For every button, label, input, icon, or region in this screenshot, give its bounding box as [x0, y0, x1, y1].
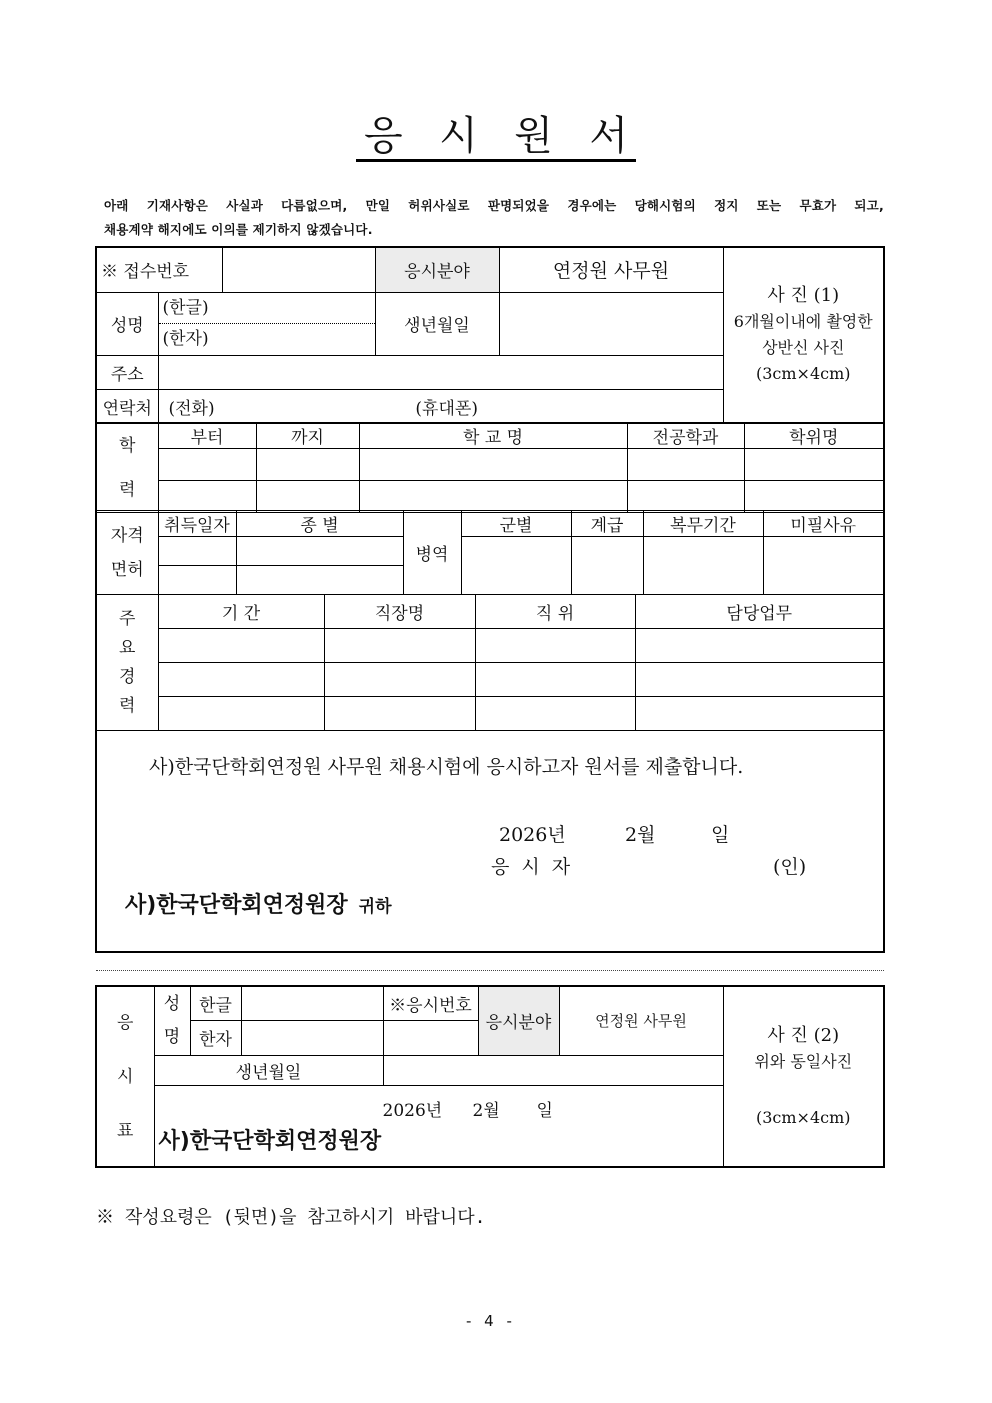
ticket-name-char: 명 — [163, 1026, 181, 1047]
military-rank-cell[interactable] — [571, 537, 643, 595]
notice-word: 다름없으며, — [281, 198, 348, 213]
notice-word: 무효가 — [799, 198, 837, 213]
career-header-period: 기 간 — [158, 595, 324, 629]
career-duties-cell[interactable] — [635, 629, 883, 663]
admission-ticket — [95, 985, 885, 1168]
ticket-side-char: 응 — [117, 1012, 134, 1033]
pledge-line-1 — [104, 194, 884, 218]
career-company-cell[interactable] — [324, 697, 475, 731]
ticket-korean-label: 한글 — [190, 987, 241, 1020]
career-label-char: 력 — [119, 695, 136, 716]
title-char: 시 — [439, 113, 478, 159]
photo-box-1[interactable] — [723, 248, 883, 423]
military-header-period: 복무기간 — [643, 511, 763, 537]
license-date-cell[interactable] — [158, 537, 236, 566]
personal-info-table — [97, 248, 883, 424]
contact-label: 연락처 — [97, 389, 158, 423]
notice-word: 경우에는 — [567, 198, 617, 213]
education-header-from: 부터 — [158, 423, 256, 449]
education-table — [97, 422, 883, 513]
pledge-line-2: 채용계약 해지에도 이의를 제기하지 않겠습니다. — [104, 222, 373, 237]
ticket-exam-number-field[interactable] — [383, 1020, 478, 1055]
notice-word: 되고, — [854, 198, 884, 213]
education-major-cell[interactable] — [627, 449, 744, 481]
title-char: 응 — [364, 113, 403, 159]
education-degree-cell[interactable] — [744, 449, 883, 481]
license-header-type: 종 별 — [236, 511, 403, 537]
career-position-cell[interactable] — [475, 629, 635, 663]
cut-line-divider — [96, 970, 884, 971]
admission-ticket-table — [97, 987, 883, 1166]
name-korean-field[interactable] — [159, 293, 375, 324]
applicant-label: 응 시 자 — [491, 856, 571, 878]
education-label-char: 력 — [119, 479, 136, 500]
declaration-text: 사)한국단학회연정원 사무원 채용시험에 응시하고자 원서를 제출합니다. — [149, 756, 744, 778]
military-exemption-cell[interactable] — [763, 537, 883, 595]
ticket-hanja-label: 한자 — [190, 1020, 241, 1055]
photo-2-instruction: 위와 동일사진 — [754, 1051, 853, 1071]
career-period-cell[interactable] — [158, 629, 324, 663]
military-label: 병역 — [403, 511, 461, 595]
ticket-field-label: 응시분야 — [478, 987, 559, 1055]
addressee-name: 사)한국단학회연정원장 — [125, 893, 348, 918]
education-label — [97, 423, 158, 513]
military-branch-cell[interactable] — [461, 537, 571, 595]
education-header-school: 학 교 명 — [359, 423, 627, 449]
ticket-field-value: 연정원 사무원 — [559, 987, 723, 1055]
ticket-side-char: 시 — [117, 1066, 134, 1087]
license-label-char: 자격 — [110, 525, 144, 546]
education-degree-cell[interactable] — [744, 481, 883, 513]
birth-label: 생년월일 — [375, 292, 499, 355]
career-period-cell[interactable] — [158, 663, 324, 697]
career-row — [97, 629, 883, 663]
license-type-cell[interactable] — [236, 566, 403, 595]
education-header-major: 전공학과 — [627, 423, 744, 449]
career-header-company: 직장명 — [324, 595, 475, 629]
notice-word: 또는 — [756, 198, 782, 213]
notice-word: 판명되었을 — [487, 198, 550, 213]
ticket-exam-number-label: ※응시번호 — [383, 987, 478, 1020]
career-duties-cell[interactable] — [635, 697, 883, 731]
ticket-birth-label: 생년월일 — [154, 1055, 383, 1085]
ticket-name-label — [154, 987, 190, 1055]
page-number: - 4 - — [466, 1312, 516, 1330]
career-position-cell[interactable] — [475, 663, 635, 697]
contact-field[interactable] — [158, 389, 723, 423]
license-date-cell[interactable] — [158, 566, 236, 595]
document-title — [356, 110, 636, 162]
education-to-cell[interactable] — [256, 449, 359, 481]
ticket-side-label — [97, 987, 154, 1166]
military-header-rank: 계급 — [571, 511, 643, 537]
education-header-degree: 학위명 — [744, 423, 883, 449]
ticket-hanja-name-field[interactable] — [241, 1020, 383, 1055]
ticket-date-year: 2026년 — [382, 1100, 443, 1121]
license-type-cell[interactable] — [236, 537, 403, 566]
career-header-duties: 담당업무 — [635, 595, 883, 629]
military-header-branch: 군별 — [461, 511, 571, 537]
birth-field[interactable] — [499, 292, 723, 355]
application-form — [95, 246, 885, 953]
education-from-cell[interactable] — [158, 481, 256, 513]
ticket-issue-cell — [154, 1085, 723, 1166]
title-char: 원 — [514, 113, 553, 159]
education-to-cell[interactable] — [256, 481, 359, 513]
notice-word: 허위사실로 — [408, 198, 470, 213]
education-label-char: 학 — [119, 435, 136, 456]
title-char: 서 — [589, 113, 628, 159]
career-company-cell[interactable] — [324, 629, 475, 663]
career-label-char: 요 — [119, 637, 136, 658]
ticket-date-day: 일 — [536, 1100, 553, 1121]
license-label-char: 면허 — [110, 559, 144, 580]
career-period-cell[interactable] — [158, 697, 324, 731]
education-from-cell[interactable] — [158, 449, 256, 481]
name-hanja-field[interactable] — [159, 324, 375, 355]
career-table — [97, 594, 883, 731]
notice-word: 만일 — [365, 198, 391, 213]
notice-word: 당해시험의 — [634, 198, 696, 213]
photo-2-size: (3cm×4cm) — [755, 1107, 851, 1127]
license-header-date: 취득일자 — [158, 511, 236, 537]
notice-word: 기재사항은 — [146, 198, 209, 213]
notice-word: 사실과 — [226, 198, 264, 213]
notice-word: 정지 — [714, 198, 739, 213]
seal-label[interactable]: (인) — [773, 856, 807, 878]
photo-instruction-2: 상반신 사진 — [762, 338, 845, 358]
education-major-cell[interactable] — [627, 481, 744, 513]
career-row — [97, 697, 883, 731]
career-duties-cell[interactable] — [635, 663, 883, 697]
receipt-number-label: ※ 접수번호 — [97, 248, 222, 292]
career-company-cell[interactable] — [324, 663, 475, 697]
pledge-notice — [104, 194, 884, 242]
name-fields — [158, 292, 375, 355]
phone-label: (전화) — [168, 398, 215, 419]
photo-box-2[interactable] — [723, 987, 883, 1166]
education-school-cell[interactable] — [359, 481, 627, 513]
application-date-year: 2026년 — [499, 824, 566, 846]
field-value: 연정원 사무원 — [499, 248, 723, 292]
application-date-day: 일 — [711, 824, 730, 846]
ticket-side-char: 표 — [117, 1120, 134, 1141]
application-date-month: 2월 — [625, 824, 656, 846]
notice-word: 아래 — [104, 198, 129, 213]
photo-size: (3cm×4cm) — [755, 364, 851, 384]
addressee-suffix: 귀하 — [358, 897, 392, 917]
education-school-cell[interactable] — [359, 449, 627, 481]
field-label: 응시분야 — [375, 248, 499, 292]
footer-note: ※ 작성요령은 (뒷면)을 참고하시기 바랍니다. — [96, 1207, 486, 1228]
career-label-char: 경 — [119, 666, 136, 687]
receipt-number-field[interactable] — [222, 248, 375, 292]
name-label: 성명 — [97, 292, 158, 355]
address-label: 주소 — [97, 355, 158, 389]
photo-instruction-1: 6개월이내에 촬영한 — [733, 312, 873, 332]
ticket-issuer: 사)한국단학회연정원장 — [158, 1128, 382, 1154]
address-field[interactable] — [158, 355, 723, 389]
ticket-korean-name-field[interactable] — [241, 987, 383, 1020]
photo-2-title: 사 진 (2) — [767, 1024, 840, 1046]
career-label — [97, 595, 158, 731]
mobile-label: (휴대폰) — [415, 398, 478, 419]
education-row — [97, 481, 883, 513]
name-hanja-label: (한자) — [162, 328, 209, 349]
license-military-table — [97, 510, 883, 595]
ticket-name-char: 성 — [163, 993, 181, 1014]
ticket-date-month: 2월 — [472, 1100, 500, 1121]
education-header-to: 까지 — [256, 423, 359, 449]
photo-title: 사 진 (1) — [767, 285, 840, 307]
ticket-birth-field[interactable] — [383, 1055, 723, 1085]
career-row — [97, 663, 883, 697]
career-position-cell[interactable] — [475, 697, 635, 731]
career-label-char: 주 — [119, 608, 136, 629]
military-header-exemption: 미필사유 — [763, 511, 883, 537]
career-header-position: 직 위 — [475, 595, 635, 629]
name-korean-label: (한글) — [162, 297, 209, 318]
education-row — [97, 449, 883, 481]
license-label — [97, 511, 158, 595]
addressee — [125, 888, 392, 919]
military-period-cell[interactable] — [643, 537, 763, 595]
